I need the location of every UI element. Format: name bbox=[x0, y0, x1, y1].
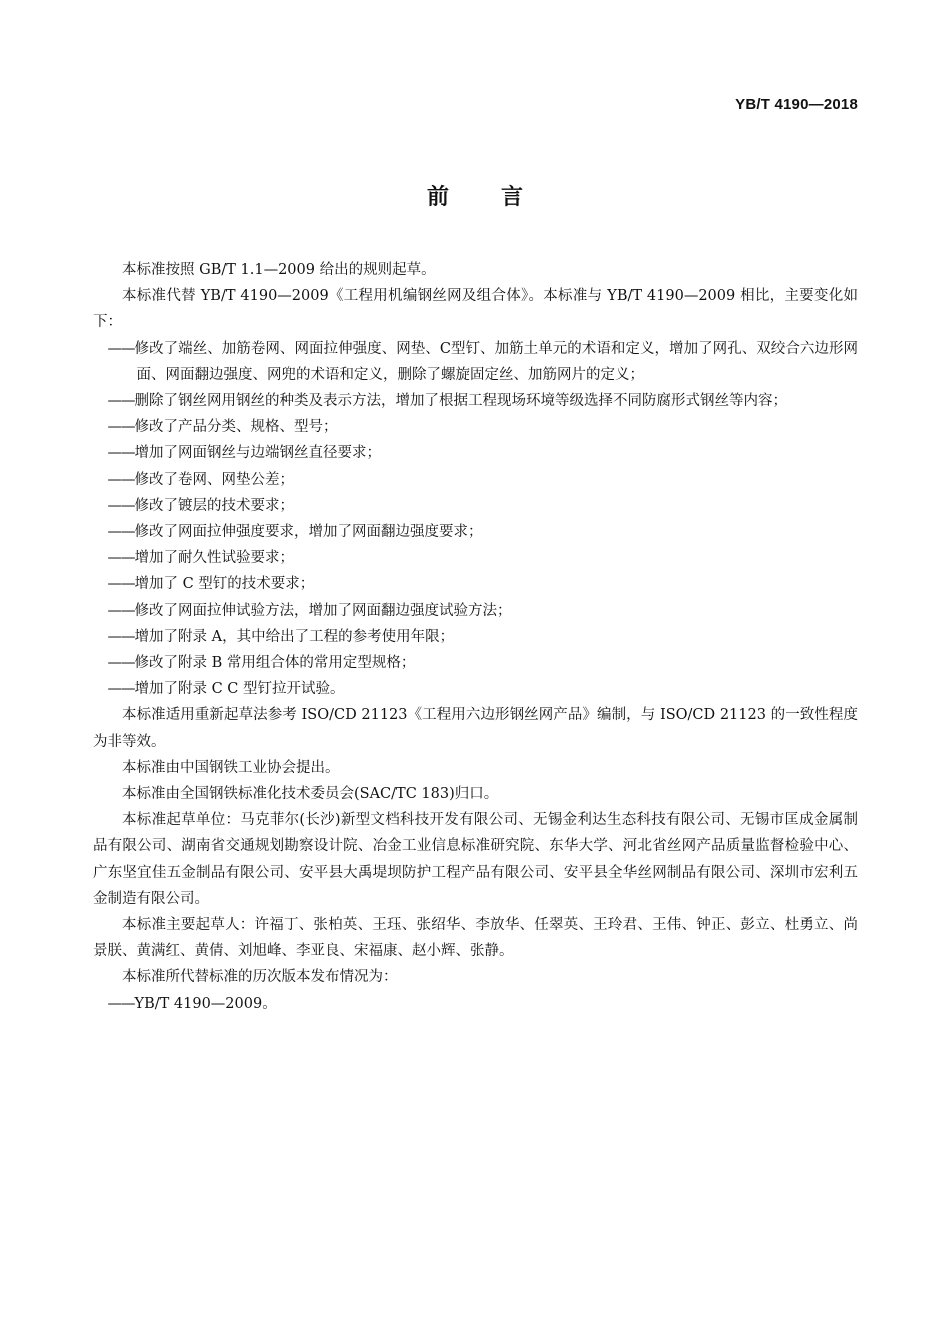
list-item: ——修改了网面拉伸强度要求，增加了网面翻边强度要求； bbox=[107, 524, 483, 541]
paragraph-iso-reference: 本标准适用重新起草法参考 ISO/CD 21123《工程用六边形钢丝网产品》编制，与 ISO/CD 21123 的一致性程度为非等效。 bbox=[93, 707, 858, 750]
list-item: ——增加了耐久性试验要求； bbox=[107, 550, 294, 567]
dash-marker: —— bbox=[107, 628, 135, 645]
paragraph-replacement: 本标准代替 YB/T 4190—2009《工程用机编钢丝网及组合体》。本标准与 YB/T 4190—2009 相比，主要变化如下： bbox=[93, 288, 858, 331]
paragraph-drafting-units: 本标准起草单位：马克菲尔(长沙)新型文档科技开发有限公司、无锡金利达生态科技有限公司、无锡市匡成金属制品有限公司、湖南省交通规划勘察设计院、冶金工业信息标准研究院、东华大学、河北省丝网产品质量监督检验中心、广东坚宜佳五金制品有限公司、安平县大禹堤坝防护工程产品有限公司、安平县全华丝网制品有限公司、深圳市宏利五金制造有限公司。 bbox=[93, 812, 858, 907]
list-item: ——修改了附录 B 常用组合体的常用定型规格； bbox=[107, 655, 416, 672]
paragraph-committee: 本标准由全国钢铁标准化技术委员会(SAC/TC 183)归口。 bbox=[122, 786, 499, 803]
dash-marker: —— bbox=[107, 995, 135, 1012]
list-item: ——增加了附录 A，其中给出了工程的参考使用年限； bbox=[107, 628, 455, 645]
list-item: ——删除了钢丝网用钢丝的种类及表示方法，增加了根据工程现场环境等级选择不同防腐形式钢丝等内容； bbox=[107, 393, 787, 410]
history-list bbox=[93, 991, 858, 1017]
list-item: ——增加了 C 型钉的技术要求； bbox=[107, 576, 315, 593]
dash-marker: —— bbox=[107, 497, 135, 514]
dash-marker: —— bbox=[107, 445, 135, 462]
dash-marker: —— bbox=[107, 681, 135, 698]
dash-marker: —— bbox=[107, 340, 135, 357]
paragraph-drafting-rules: 本标准按照 GB/T 1.1—2009 给出的规则起草。 bbox=[122, 262, 436, 278]
standard-code: YB/T 4190—2018 bbox=[735, 96, 858, 113]
dash-marker: —— bbox=[107, 471, 135, 488]
dash-marker: —— bbox=[107, 393, 135, 410]
list-item: ——YB/T 4190—2009。 bbox=[107, 995, 277, 1012]
page-title: 前言 bbox=[426, 185, 575, 210]
dash-marker: —— bbox=[107, 550, 135, 567]
paragraph-history-intro: 本标准所代替标准的历次版本发布情况为： bbox=[122, 969, 398, 986]
list-item: ——修改了网面拉伸试验方法，增加了网面翻边强度试验方法； bbox=[107, 602, 512, 619]
foreword-body bbox=[93, 257, 858, 1017]
list-item: ——增加了附录 C C 型钉拉开试验。 bbox=[107, 681, 345, 698]
list-item: ——修改了产品分类、规格、型号； bbox=[107, 419, 338, 436]
list-item: ——修改了卷网、网垫公差； bbox=[107, 471, 294, 488]
list-item: ——修改了镀层的技术要求； bbox=[107, 497, 294, 514]
dash-marker: —— bbox=[107, 576, 135, 593]
list-item: ——增加了网面钢丝与边端钢丝直径要求； bbox=[107, 445, 381, 462]
dash-marker: —— bbox=[107, 524, 135, 541]
dash-marker: —— bbox=[107, 419, 135, 436]
dash-marker: —— bbox=[107, 655, 135, 672]
list-item: ——修改了端丝、加筋卷网、网面拉伸强度、网垫、C型钉、加筋土单元的术语和定义，增加了网孔、双绞合六边形网面、网面翻边强度、网兜的术语和定义，删除了螺旋固定丝、加筋网片的定义； bbox=[107, 340, 858, 383]
paragraph-drafters: 本标准主要起草人：许福丁、张柏英、王珏、张绍华、李放华、任翠英、王玲君、王伟、钟正、彭立、杜勇立、尚景朕、黄满红、黄倩、刘旭峰、李亚良、宋福康、赵小辉、张静。 bbox=[93, 917, 858, 960]
changes-list bbox=[93, 336, 858, 703]
dash-marker: —— bbox=[107, 602, 135, 619]
paragraph-proposer: 本标准由中国钢铁工业协会提出。 bbox=[122, 759, 340, 776]
